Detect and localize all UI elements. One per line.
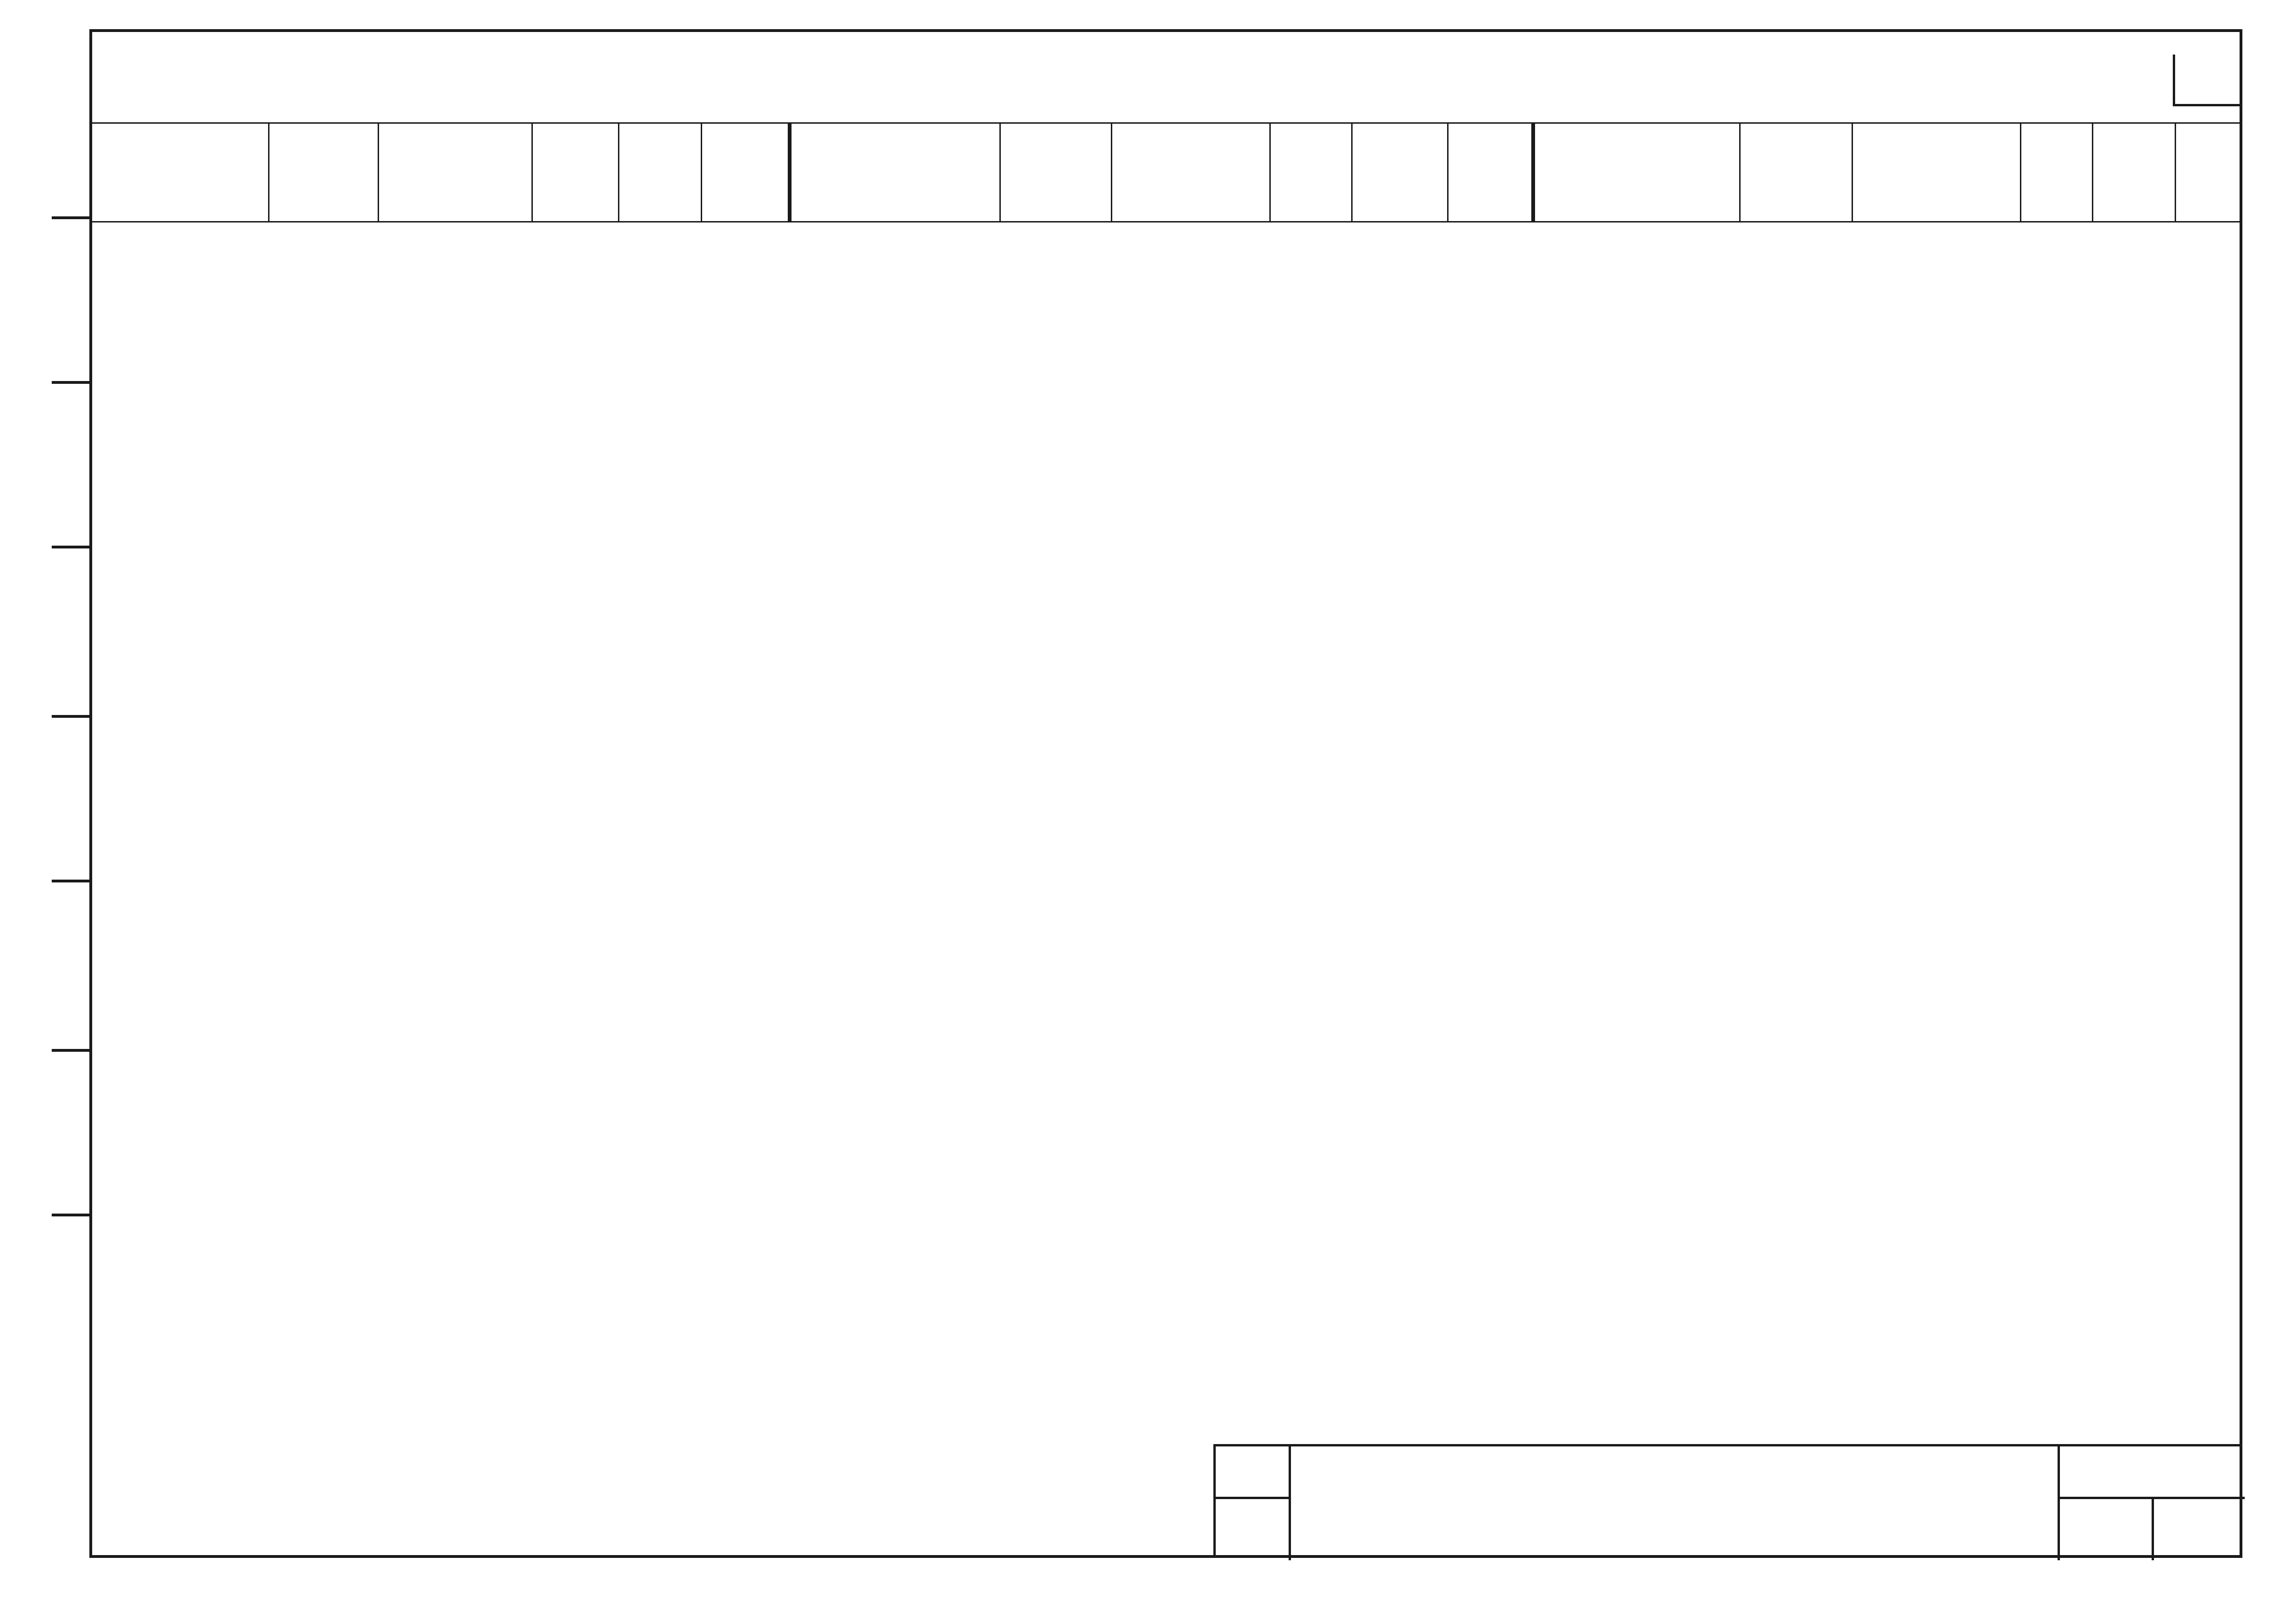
header-reinf xyxy=(1853,123,2021,222)
side-label xyxy=(4,1223,41,1543)
header-steel xyxy=(1000,123,1111,222)
stamp-title xyxy=(1291,1446,2133,1560)
header-mark xyxy=(90,123,269,222)
margin-tick xyxy=(52,1214,89,1216)
header-volume xyxy=(1448,123,1534,222)
title-block xyxy=(1213,1444,2242,1558)
header-concrete xyxy=(618,123,701,222)
header-concrete xyxy=(2093,123,2176,222)
header-steel xyxy=(1740,123,1853,222)
nomenclature-table xyxy=(89,122,2242,222)
header-mass xyxy=(1270,123,1352,222)
stamp-org xyxy=(1216,1446,1291,1499)
header-mass xyxy=(532,123,618,222)
header-mark xyxy=(790,123,1000,222)
margin-tick xyxy=(52,880,89,882)
header-reinf xyxy=(378,123,532,222)
margin-tick xyxy=(52,381,89,384)
stamp-year xyxy=(1216,1499,1291,1560)
margin-tick xyxy=(52,1049,89,1052)
stamp-sheet xyxy=(2154,1499,2247,1560)
header-volume xyxy=(2175,123,2241,222)
header-row xyxy=(90,123,2242,222)
drawing-frame xyxy=(89,29,2242,1558)
margin-tick xyxy=(52,216,89,219)
stamp-series xyxy=(2060,1446,2245,1499)
page-number xyxy=(2173,55,2242,106)
margin-tick xyxy=(52,715,89,718)
margin-tick xyxy=(52,546,89,548)
header-mass xyxy=(2020,123,2092,222)
stamp-series-block xyxy=(2058,1446,2245,1560)
stamp-issue xyxy=(2060,1499,2154,1560)
header-steel xyxy=(269,123,379,222)
header-volume xyxy=(701,123,790,222)
header-mark xyxy=(1533,123,1740,222)
header-concrete xyxy=(1352,123,1448,222)
header-reinf xyxy=(1112,123,1270,222)
